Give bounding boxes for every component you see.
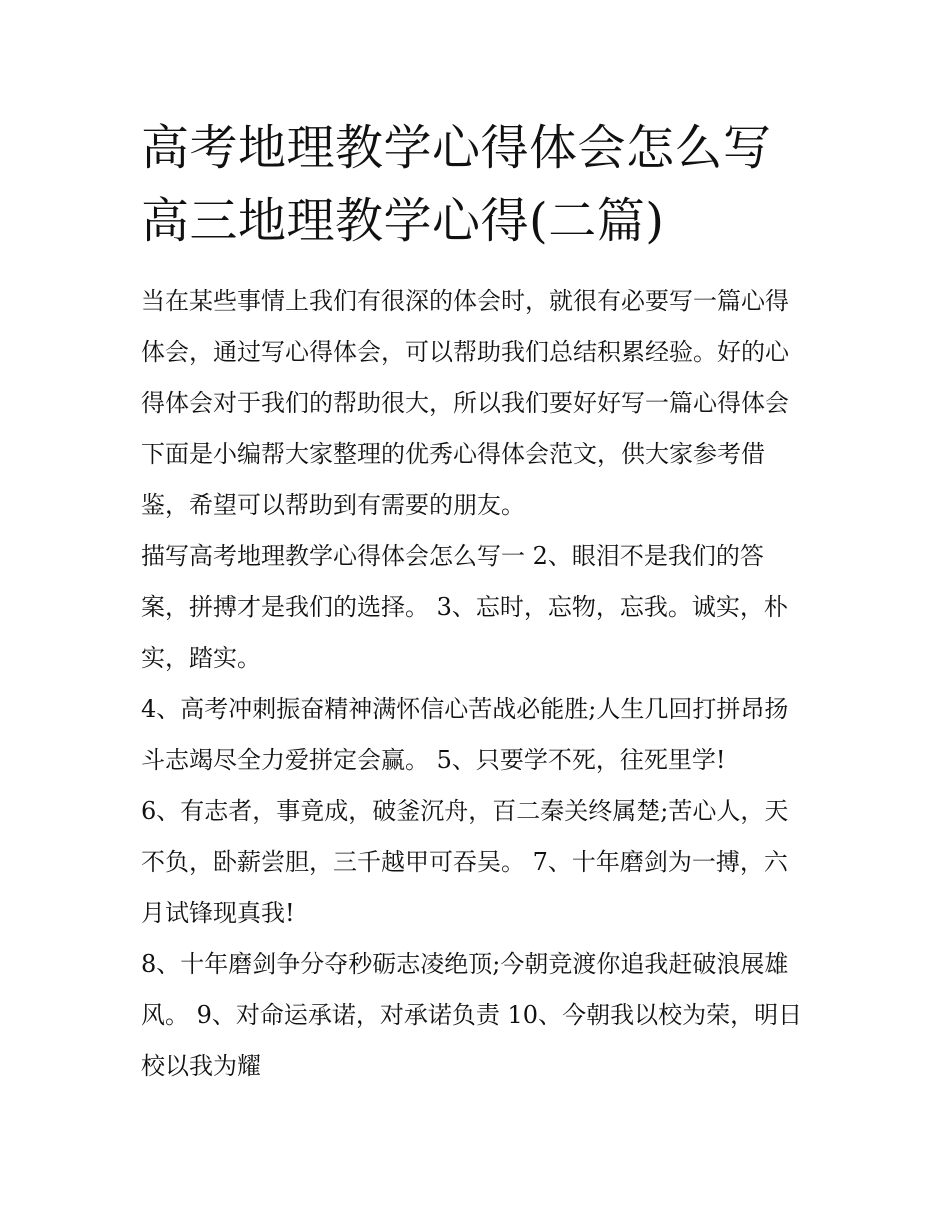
paragraph-line: 得体会对于我们的帮助很大，所以我们要好好写一篇心得体会 — [141, 389, 789, 417]
paragraph-line: 案，拼搏才是我们的选择。 3、忘时，忘物，忘我。诚实，朴 — [141, 593, 788, 621]
paragraph-line: 实，踏实。 — [141, 644, 261, 672]
title-line: 高考地理教学心得体会怎么写 — [141, 120, 772, 176]
paragraph-line: 体会，通过写心得体会，可以帮助我们总结积累经验。好的心 — [141, 338, 789, 366]
body-paragraph — [141, 531, 813, 684]
paragraph-line: 不负，卧薪尝胆，三千越甲可吞吴。 7、十年磨剑为一搏，六 — [141, 848, 788, 876]
document-page — [141, 112, 813, 1092]
body-paragraph — [141, 939, 813, 1092]
paragraph-line: 4、高考冲刺振奋精神满怀信心苦战必能胜;人生几回打拼昂扬 — [141, 695, 789, 723]
intro-paragraph — [141, 276, 813, 531]
paragraph-line: 当在某些事情上我们有很深的体会时，就很有必要写一篇心得 — [141, 287, 789, 315]
paragraph-line: 斗志竭尽全力爱拼定会赢。 5、只要学不死，往死里学! — [141, 746, 726, 774]
paragraph-line: 下面是小编帮大家整理的优秀心得体会范文，供大家参考借 — [141, 440, 765, 468]
paragraph-line: 6、有志者，事竟成，破釜沉舟，百二秦关终属楚;苦心人，天 — [141, 797, 789, 825]
body-paragraph — [141, 786, 813, 939]
paragraph-line: 鉴，希望可以帮助到有需要的朋友。 — [141, 491, 525, 519]
paragraph-line: 风。 9、对命运承诺，对承诺负责 10、今朝我以校为荣，明日 — [141, 1001, 803, 1029]
paragraph-line: 8、十年磨剑争分夺秒砺志凌绝顶;今朝竞渡你追我赶破浪展雄 — [141, 950, 789, 978]
title-line: 高三地理教学心得(二篇) — [141, 193, 665, 249]
body-paragraph — [141, 684, 813, 786]
paragraph-line: 校以我为耀 — [141, 1052, 261, 1080]
paragraph-line: 月试锋现真我! — [141, 899, 295, 927]
paragraph-line: 描写高考地理教学心得体会怎么写一 2、眼泪不是我们的答 — [141, 542, 764, 570]
document-title — [141, 112, 813, 258]
